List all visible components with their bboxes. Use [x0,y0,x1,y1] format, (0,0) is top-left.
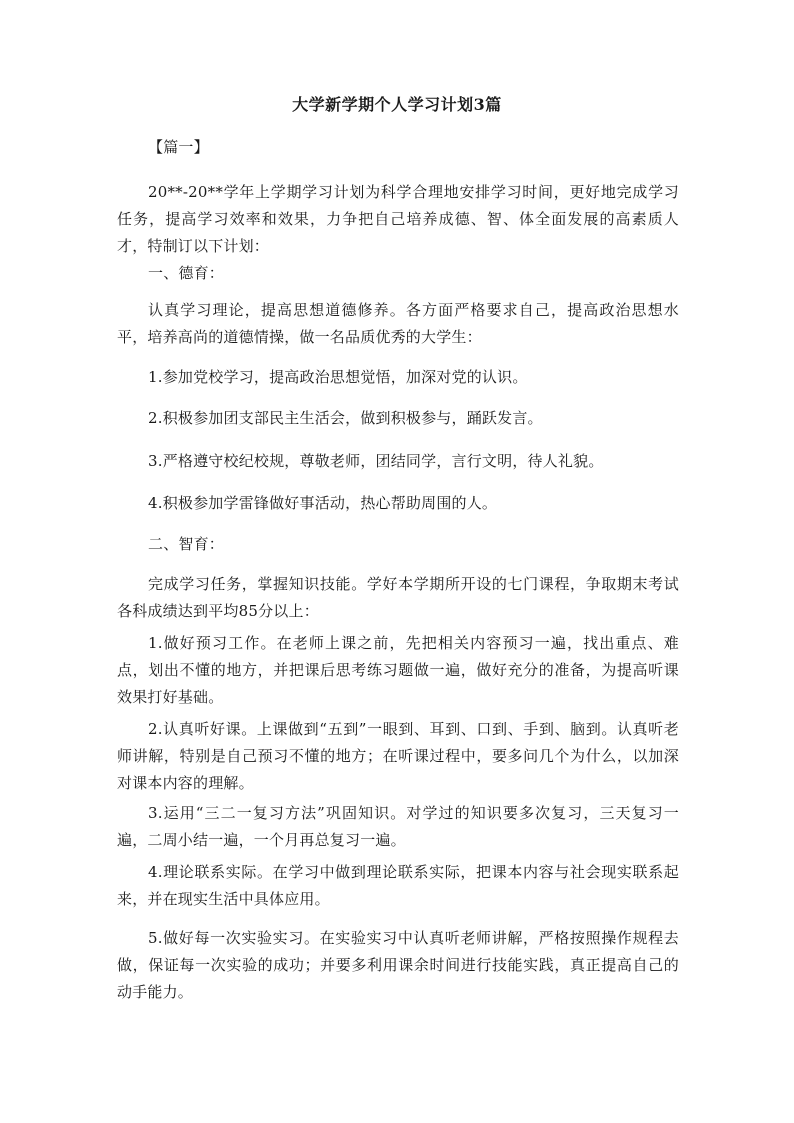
moral-item-1: 1.参加党校学习，提高政治思想觉悟，加深对党的认识。 [148,368,528,386]
moral-item-3: 3.严格遵守校纪校规，尊敬老师，团结同学，言行文明，待人礼貌。 [148,452,604,470]
document-title: 大学新学期个人学习计划3篇 [292,95,502,114]
intellectual-item-4: 4.理论联系实际。在学习中做到理论联系实际，把课本内容与社会现实联系起来，并在现实生活中具体应用。 [117,863,679,908]
moral-item-4: 4.积极参加学雷锋做好事活动，热心帮助周围的人。 [148,494,498,512]
intellectual-item-2: 2.认真听好课。上课做到“五到”一眼到、耳到、口到、手到、脑到。认真听老师讲解，特别是自己预习不懂的地方；在听课过程中，要多问几个为什么，以加深对课本内容的理解。 [117,720,679,792]
moral-education-paragraph: 认真学习理论，提高思想道德修养。各方面严格要求自己，提高政治思想水平，培养高尚的道德情操，做一名品质优秀的大学生： [117,301,679,346]
intellectual-item-3: 3.运用“三二一复习方法”巩固知识。对学过的知识要多次复习，三天复习一遍，二周小结一遍，一个月再总复习一遍。 [117,804,679,849]
intellectual-education-paragraph: 完成学习任务，掌握知识技能。学好本学期所开设的七门课程，争取期末考试各科成绩达到平均85分以上： [117,575,679,620]
moral-education-heading: 一、德育： [148,264,225,282]
intellectual-item-5: 5.做好每一次实验实习。在实验实习中认真听老师讲解，严格按照操作规程去做，保证每一次实验的成功；并要多利用课余时间进行技能实践，真正提高自己的动手能力。 [117,929,679,1001]
section-label: 【篇一】 [148,138,209,156]
moral-item-2: 2.积极参加团支部民主生活会，做到积极参与，踊跃发言。 [148,409,543,427]
intro-paragraph: 20**-20**学年上学期学习计划为科学合理地安排学习时间，更好地完成学习任务，提高学习效率和效果，力争把自己培养成德、智、体全面发展的高素质人才，特制订以下计划： [117,183,679,255]
intellectual-item-1: 1.做好预习工作。在老师上课之前，先把相关内容预习一遍，找出重点、难点，划出不懂的地方，并把课后思考练习题做一遍，做好充分的准备，为提高听课效果打好基础。 [117,634,679,706]
intellectual-education-heading: 二、智育： [148,535,225,553]
